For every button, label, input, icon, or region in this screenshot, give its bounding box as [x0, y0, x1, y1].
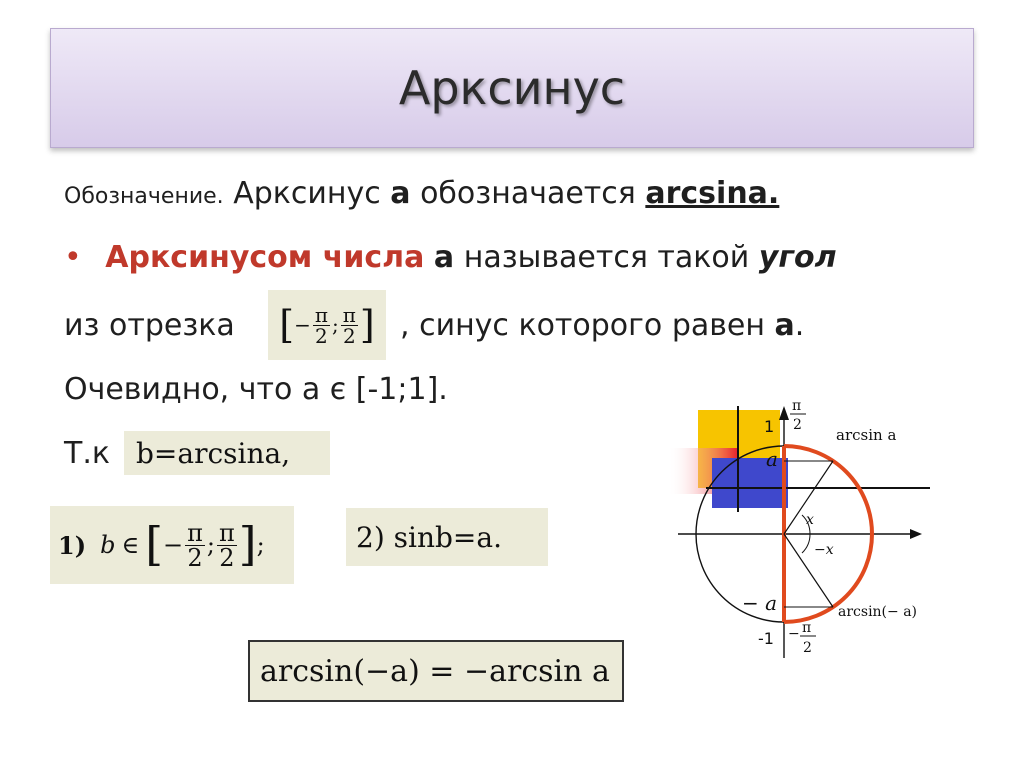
y-top-label: 1	[764, 417, 775, 436]
element-of-sign: ∈	[121, 531, 140, 559]
pi-over-2-fraction: $\frac{\pi}{2}$	[218, 518, 235, 572]
segment-suffix: , синус которого равен	[400, 308, 775, 343]
bullet: •	[64, 240, 82, 275]
tk-label: Т.к	[64, 436, 110, 471]
minus-bottom-label: −	[788, 626, 800, 642]
notation-line	[64, 176, 779, 211]
x-angle-label: x	[806, 512, 814, 528]
x-axis-arrow	[910, 529, 922, 539]
definition-term: Арксинусом числа	[105, 240, 425, 275]
tk-formula: b=arcsina,	[136, 436, 291, 470]
tk-formula-image	[124, 431, 330, 475]
cond1-label: 1)	[58, 530, 87, 560]
two-top-label: 2	[793, 417, 802, 433]
slide-title: Арксинус	[398, 61, 626, 115]
pi-top-label: π	[792, 398, 802, 414]
neg-a-label: − a	[742, 591, 778, 615]
notation-term: arcsina.	[645, 176, 780, 211]
right-bracket: ]	[359, 303, 375, 347]
angle-neg-x-arc	[802, 534, 810, 553]
minus-sign: −	[294, 313, 311, 337]
definition-angle: угол	[758, 240, 837, 275]
identity-formula-image	[248, 640, 624, 702]
y-bottom-label: -1	[758, 629, 774, 648]
minus-sign: −	[163, 531, 184, 559]
notation-part2: обозначается	[410, 176, 646, 211]
right-bracket: ]	[238, 518, 257, 572]
arcsin-a-label: arcsin a	[836, 426, 897, 444]
left-bracket: [	[279, 303, 295, 347]
title-bar	[50, 28, 974, 148]
arcsin-neg-a-label: arcsin(− a)	[838, 604, 918, 620]
definition-a: а	[433, 240, 455, 275]
neg-x-angle-label: −x	[814, 542, 834, 558]
segment-interval-image	[268, 290, 386, 360]
segment-a: а	[774, 308, 795, 343]
left-bracket: [	[145, 518, 163, 572]
segment-prefix: из отрезка	[64, 308, 235, 343]
cond1-b: b	[100, 531, 116, 559]
cond1-tail: ;	[256, 531, 265, 559]
semicolon: ;	[332, 313, 339, 337]
condition-1-image	[50, 506, 294, 584]
cond2-text: 2) sinb=a.	[356, 520, 502, 554]
y-axis-arrow	[779, 406, 789, 420]
two-bottom-label: 2	[803, 640, 812, 656]
notation-label: Обозначение.	[64, 184, 224, 209]
notation-part1: Арксинус	[233, 176, 391, 211]
semicolon: ;	[206, 531, 215, 559]
notation-a: а	[390, 176, 411, 211]
segment-dot: .	[794, 308, 805, 343]
definition-line	[64, 240, 837, 275]
segment-suffix-line	[400, 308, 804, 343]
pi-bottom-label: π	[802, 620, 812, 636]
pi-over-2-fraction: $\frac{\pi}{2}$	[314, 302, 328, 348]
pi-over-2-fraction: $\frac{\pi}{2}$	[342, 302, 356, 348]
unit-circle-diagram	[660, 388, 960, 678]
a-label: a	[766, 447, 778, 471]
identity-formula: arcsin(−a) = −arcsin a	[260, 653, 610, 689]
pi-over-2-fraction: $\frac{\pi}{2}$	[187, 518, 203, 572]
condition-2-image	[346, 508, 548, 566]
obvious-line: Очевидно, что а є [-1;1].	[64, 372, 448, 407]
definition-rest: называется такой	[454, 240, 759, 275]
